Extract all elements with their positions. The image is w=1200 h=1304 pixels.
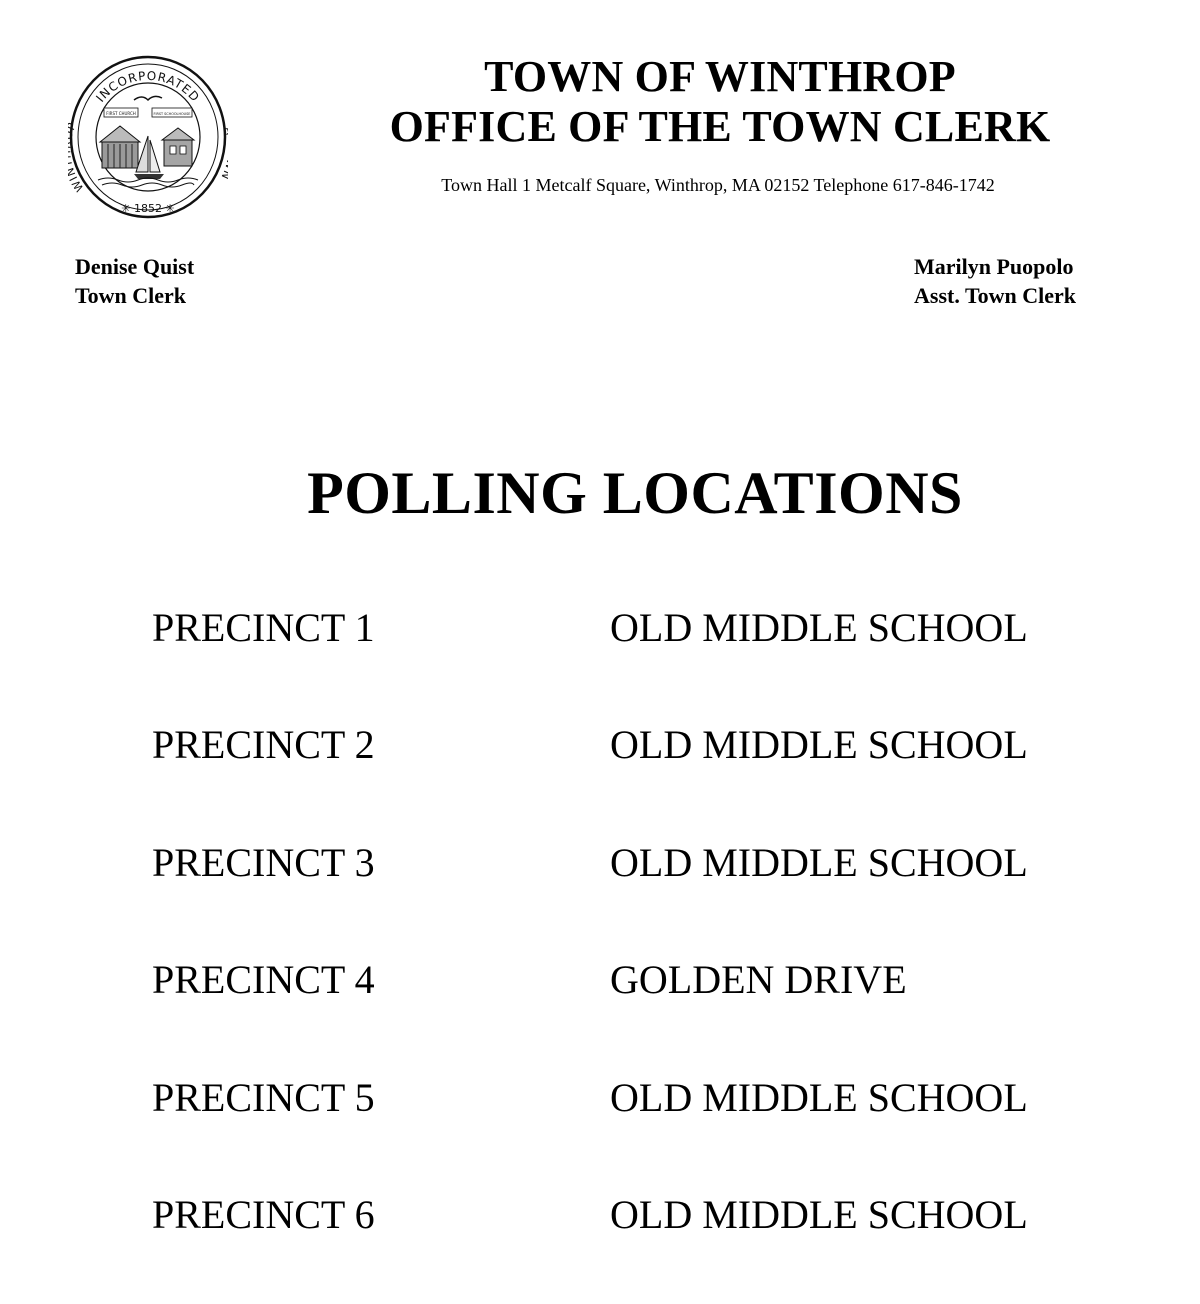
precinct-label: PRECINCT 3 <box>152 839 375 885</box>
header-address: Town Hall 1 Metcalf Square, Winthrop, MA 02152 Telephone 617-846-1742 <box>441 175 995 195</box>
precinct-row <box>0 1187 1200 1304</box>
page-title: POLLING LOCATIONS <box>307 460 963 526</box>
polling-location: GOLDEN DRIVE <box>610 957 907 1003</box>
precinct-label: PRECINCT 4 <box>152 957 375 1003</box>
header-title-line1: TOWN OF WINTHROP <box>484 52 956 101</box>
svg-text:FIRST SCHOOLHOUSE: FIRST SCHOOLHOUSE <box>153 112 191 116</box>
svg-text:INCORPORATED: INCORPORATED <box>93 68 203 105</box>
precinct-label: PRECINCT 5 <box>152 1074 375 1120</box>
precinct-row <box>0 717 1200 834</box>
town-seal <box>68 54 228 220</box>
town-seal-icon <box>68 54 228 220</box>
precinct-label: PRECINCT 1 <box>152 605 375 650</box>
precinct-row <box>0 600 1200 717</box>
polling-location: OLD MIDDLE SCHOOL <box>610 722 1028 768</box>
svg-text:✳ 1852 ✳: ✳ 1852 ✳ <box>121 202 175 215</box>
polling-location: OLD MIDDLE SCHOOL <box>610 1191 1028 1237</box>
precinct-label: PRECINCT 2 <box>152 722 375 768</box>
svg-text:FIRST CHURCH: FIRST CHURCH <box>106 111 136 116</box>
town-clerk-name: Denise Quist <box>75 254 195 279</box>
polling-locations-list <box>0 600 1200 1304</box>
asst-town-clerk-name: Marilyn Puopolo <box>914 254 1074 279</box>
precinct-label: PRECINCT 6 <box>152 1191 375 1237</box>
precinct-row <box>0 1070 1200 1187</box>
asst-town-clerk-title: Asst. Town Clerk <box>914 283 1076 308</box>
precinct-row <box>0 952 1200 1069</box>
town-clerk-block <box>75 252 194 310</box>
polling-location: OLD MIDDLE SCHOOL <box>610 1074 1028 1120</box>
header-title-line2: OFFICE OF THE TOWN CLERK <box>389 102 1051 151</box>
town-clerk-title: Town Clerk <box>75 283 187 308</box>
svg-text:WINTHROP: W <box>68 176 87 195</box>
precinct-row <box>0 835 1200 952</box>
polling-location: OLD MIDDLE SCHOOL <box>610 605 1028 650</box>
polling-location: OLD MIDDLE SCHOOL <box>610 839 1028 885</box>
asst-town-clerk-block <box>914 252 1076 310</box>
